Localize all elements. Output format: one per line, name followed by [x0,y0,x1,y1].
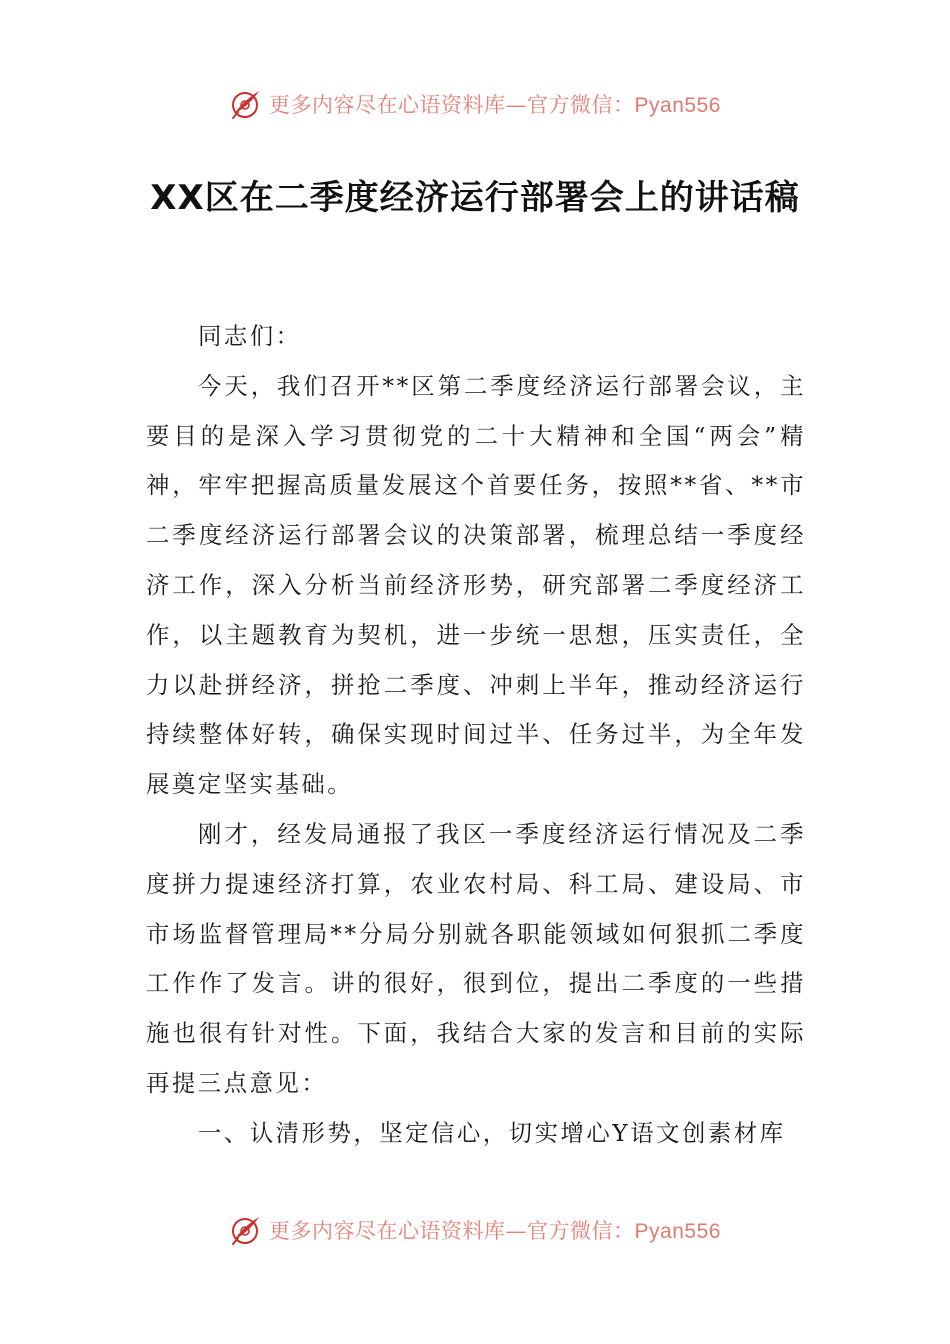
header-watermark [0,82,950,126]
section-heading-1: 一、认清形势，坚定信心，切实增心Y语文创素材库 [198,1118,786,1147]
watermark-wechat-id: Pyan556 [634,94,721,117]
document-title: XX区在二季度经济运行部署会上的讲话稿 [150,178,800,218]
watermark-wechat-id: Pyan556 [634,1220,721,1243]
quill-pen-circle-icon [229,1213,263,1247]
watermark-label: 更多内容尽在心语资料库—官方微信： [269,1219,635,1243]
document-body [146,312,806,1159]
paragraph-intro: 今天，我们召开**区第二季度经济运行部署会议，主要目的是深入学习贯彻党的二十大精神和全国“两会”精神，牢牢把握高质量发展这个首要任务，按照**省、**市二季度经济运行部署会议的决策部署，梳理总结一季度经济工作，深入分析当前经济形势，研究部署二季度经济工作，以主题教育为契机，进一步统一思想，压实责任，全力以赴拼经济，拼抢二季度、冲刺上半年，推动经济运行持续整体好转，确保实现时间过半、任务过半，为全年发展奠定坚实基础。 [146,371,806,799]
watermark-text [269,1215,721,1245]
quill-pen-circle-icon [229,87,263,121]
greeting: 同志们： [198,322,302,350]
watermark-text [269,89,721,119]
watermark-label: 更多内容尽在心语资料库—官方微信： [269,93,635,117]
footer-watermark [0,1208,950,1252]
paragraph-summary: 刚才，经发局通报了我区一季度经济运行情况及二季度拼力提速经济打算，农业农村局、科工局、建设局、市市场监督管理局**分局分别就各职能领域如何狠抓二季度工作作了发言。讲的很好，很到位，提出二季度的一些措施也很有针对性。下面，我结合大家的发言和目前的实际再提三点意见： [146,819,806,1097]
